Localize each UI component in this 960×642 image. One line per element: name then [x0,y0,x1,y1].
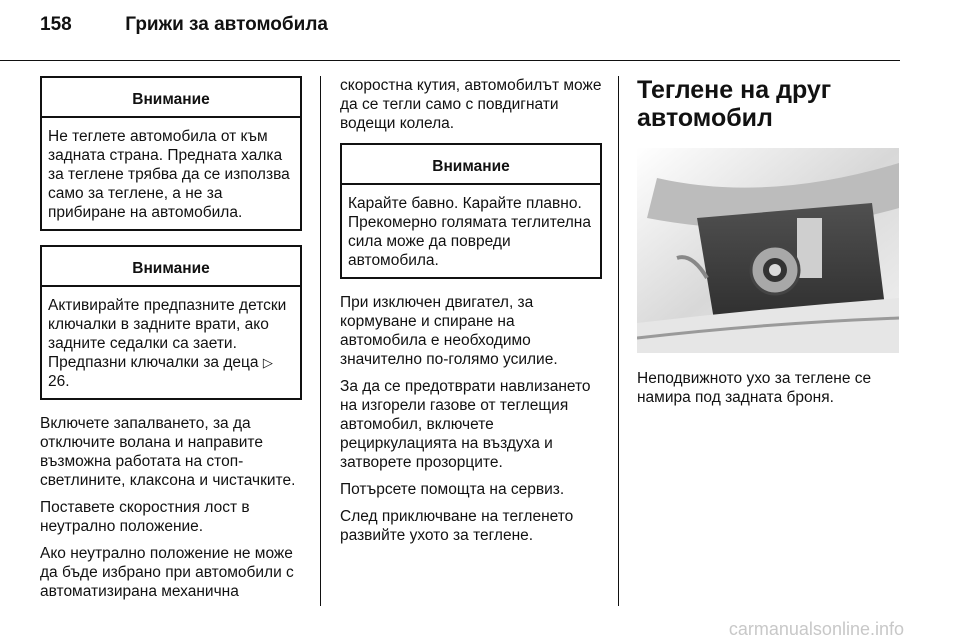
page-title: Грижи за автомобила [125,14,328,35]
warning-text-body: Активирайте предпазните детски ключалки в задните врати, ако задните седалки са заети. Предпазни ключалки за деца [48,297,287,371]
warning-title: Внимание [42,78,300,118]
warning-title: Внимание [342,145,600,185]
column-1 [40,76,302,609]
warning-text [42,287,300,398]
paragraph: За да се предотврати навлизането на изгорели газове от теглещия автомобил, включете рециркулацията на въздуха и затворете прозорците. [340,378,591,471]
header-rule [0,60,900,61]
paragraph: Ако неутрално положение не може да бъде избрано при автомобили с автоматизирана механична [40,545,294,600]
arrow-ref-icon: ▷ [262,355,273,370]
column-2 [340,76,602,553]
paragraph: Потърсете помощта на сервиз. [340,481,565,498]
page-reference[interactable]: 26. [48,373,70,390]
warning-title: Внимание [42,247,300,287]
section-heading: Теглене на друг автомобил [637,76,832,132]
page-header [40,14,328,36]
photo-caption: Неподвижното ухо за теглене се намира под задната броня. [637,370,872,406]
warning-box-2 [40,245,302,400]
column-3 [637,76,901,415]
paragraph: Включете запалването, за да отключите волана и направите възможна работата на стоп-светлините, клаксона и чистачките. [40,415,296,489]
warning-box-3 [340,143,602,279]
watermark: carmanualsonline.info [728,619,904,639]
page-number: 158 [40,14,72,35]
warning-text: Карайте бавно. Карайте плавно. Прекомерно голямата теглителна сила може да повреди автомобила. [348,195,591,269]
paragraph: Поставете скоростния лост в неутрално положение. [40,499,250,535]
towing-eye-photo [637,148,899,353]
warning-text: Не теглете автомобила от към задната страна. Предната халка за теглене трябва да се използва само за теглене, а не за прибиране на автомобила. [48,128,290,221]
paragraph: скоростна кутия, автомобилът може да се тегли само с повдигнати водещи колела. [340,77,602,132]
paragraph: След приключване на тегленето развийте ухото за теглене. [340,508,574,544]
column-divider-2 [618,76,619,606]
paragraph: При изключен двигател, за кормуване и спиране на автомобила е необходимо значително по-голямо усилие. [340,294,558,368]
warning-box-1 [40,76,302,231]
column-divider-1 [320,76,321,606]
